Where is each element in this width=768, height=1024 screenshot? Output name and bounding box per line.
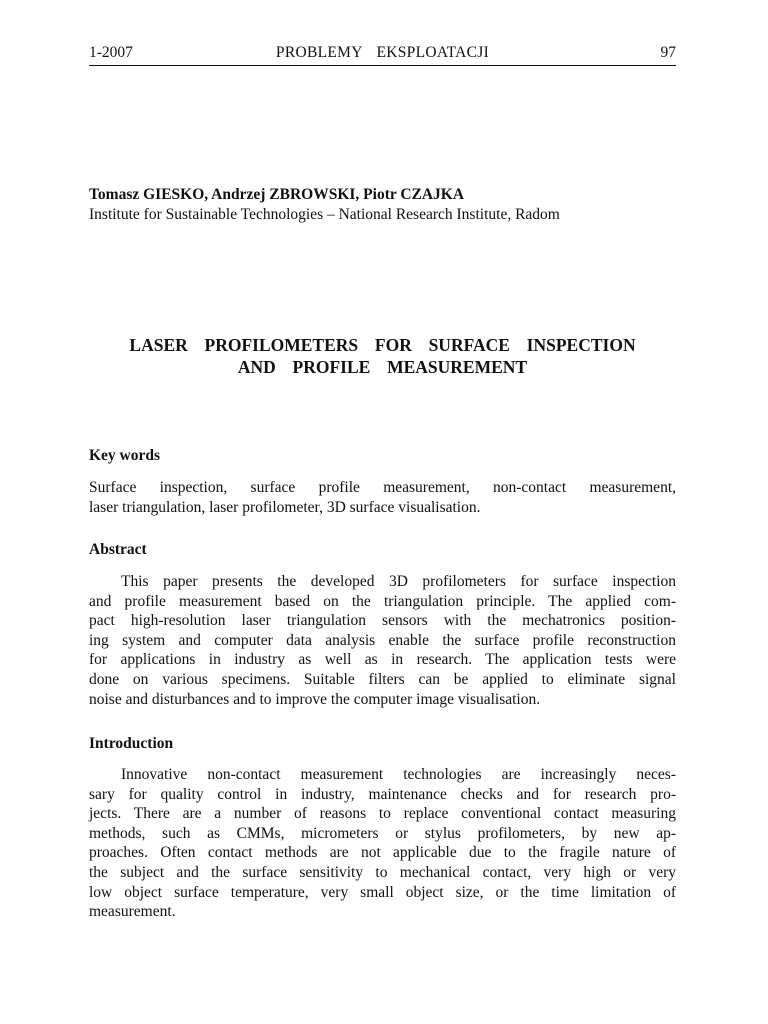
keywords-line: laser triangulation, laser profilometer, 3D surface visualisation.	[89, 498, 481, 516]
introduction-line: measurement.	[89, 903, 176, 921]
page-number: 97	[660, 44, 676, 61]
introduction-line: jects. There are a number of reasons to replace conventional contact measuring	[89, 805, 676, 823]
abstract-line: and profile measurement based on the triangulation principle. The applied com-	[89, 592, 676, 610]
paper-title	[89, 334, 676, 378]
paper-title-line-1: LASER PROFILOMETERS FOR SURFACE INSPECTION	[129, 335, 636, 355]
journal-name: PROBLEMY EKSPLOATACJI	[275, 44, 490, 61]
abstract-line: ing system and computer data analysis enable the surface profile reconstruction	[89, 631, 676, 649]
abstract-line: done on various specimens. Suitable filters can be applied to eliminate signal	[89, 670, 676, 688]
introduction-text	[89, 765, 676, 922]
abstract-text	[89, 572, 676, 709]
introduction-line: low object surface temperature, very small object size, or the time limitation of	[89, 883, 676, 901]
author-affiliation: Institute for Sustainable Technologies – National Research Institute, Radom	[89, 206, 560, 223]
introduction-line: sary for quality control in industry, maintenance checks and for research pro-	[89, 785, 676, 803]
running-header	[89, 43, 676, 66]
introduction-line: the subject and the surface sensitivity to mechanical contact, very high or very	[89, 863, 676, 881]
introduction-line: proaches. Often contact methods are not applicable due to the fragile nature of	[89, 844, 676, 862]
abstract-line: pact high-resolution laser triangulation sensors with the mechatronics position-	[89, 612, 676, 630]
introduction-heading: Introduction	[89, 735, 174, 752]
introduction-line: methods, such as CMMs, micrometers or stylus profilometers, by new ap-	[89, 824, 676, 842]
paper-title-line-2: AND PROFILE MEASUREMENT	[237, 357, 528, 377]
abstract-heading: Abstract	[89, 541, 147, 558]
keywords-heading: Key words	[89, 447, 161, 464]
abstract-line: noise and disturbances and to improve the computer image visualisation.	[89, 690, 541, 708]
author-list: Tomasz GIESKO, Andrzej ZBROWSKI, Piotr CZAJKA	[89, 186, 465, 203]
keywords-text	[89, 478, 676, 517]
introduction-line: Innovative non-contact measurement technologies are increasingly neces-	[121, 766, 676, 783]
keywords-line: Surface inspection, surface profile measurement, non-contact measurement,	[89, 479, 676, 496]
abstract-line: for applications in industry as well as in research. The application tests were	[89, 651, 676, 669]
abstract-line: This paper presents the developed 3D profilometers for surface inspection	[121, 573, 676, 590]
issue-number: 1-2007	[89, 44, 133, 61]
